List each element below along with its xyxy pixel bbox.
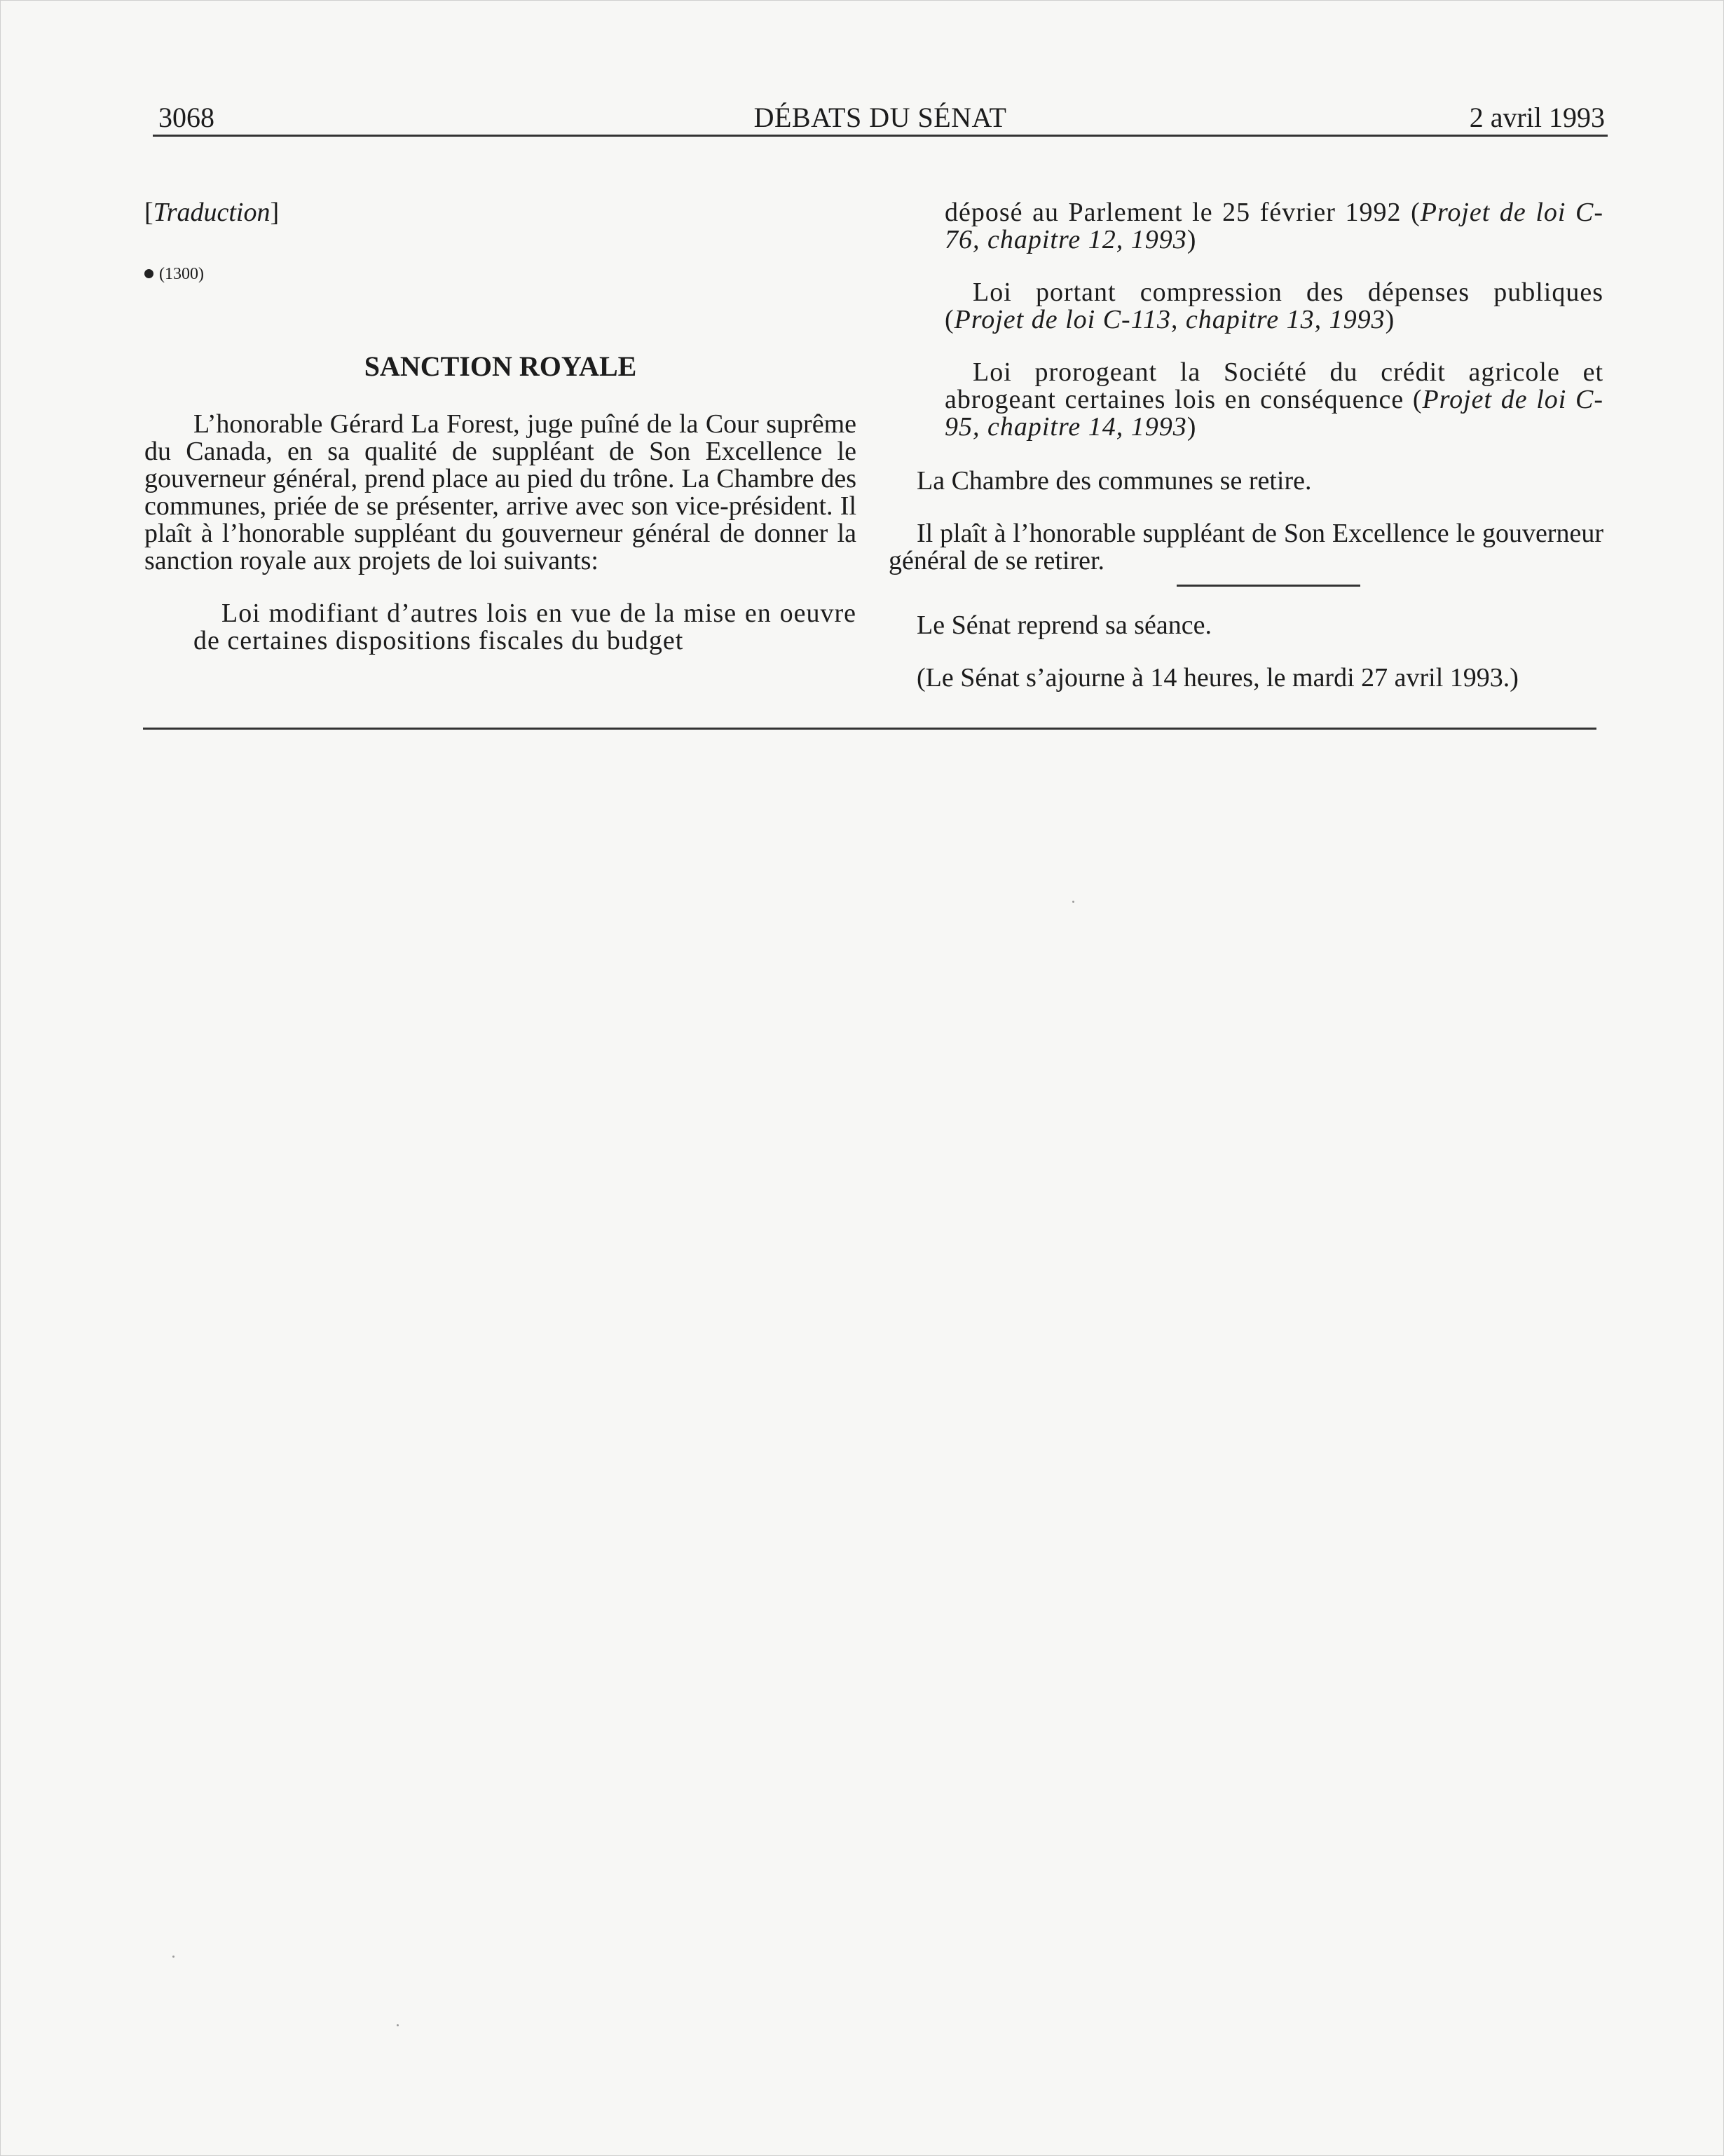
bill-item-1: Loi modifiant d’autres lois en vue de la mise en oeuvre de certaines dispositions fiscales du budget (193, 599, 856, 655)
commons-withdraw: La Chambre des communes se retire. (917, 466, 1312, 496)
bill-item-1-continued: déposé au Parlement le 25 février 1992 (Projet de loi C-76, chapitre 12, 1993) (945, 198, 1603, 254)
bill-reference: Projet de loi C-113, chapitre 13, 1993 (954, 305, 1386, 334)
bill-item-3: Loi prorogeant la Société du crédit agricole et abrogeant certaines lois en conséquence (Projet de loi C-95, chapitre 14, 1993) (945, 357, 1603, 442)
scan-speck (397, 2024, 399, 2026)
page-number: 3068 (158, 102, 214, 133)
adjournment: (Le Sénat s’ajourne à 14 heures, le mardi 27 avril 1993.) (917, 663, 1519, 692)
separator-rule (1177, 585, 1360, 587)
page-date: 2 avril 1993 (1469, 102, 1605, 133)
publication-title: DÉBATS DU SÉNAT (753, 102, 1007, 133)
page-header (153, 97, 1608, 137)
bill-reference: Projet de loi C-95, chapitre 14, 1993 (945, 385, 1603, 442)
timestamp: (1300) (144, 262, 856, 286)
bottom-rule (143, 728, 1596, 730)
bill-reference: Projet de loi C-76, chapitre 12, 1993 (945, 198, 1603, 254)
bill-item-2: Loi portant compression des dépenses publiques (Projet de loi C-113, chapitre 13, 1993) (945, 278, 1603, 334)
deputy-withdraw: Il plaît à l’honorable suppléant de Son Excellence le gouverneur général de se retirer. (889, 519, 1603, 575)
right-column (889, 199, 1603, 692)
senate-resumes: Le Sénat reprend sa séance. (917, 610, 1212, 640)
bullet-icon (144, 269, 153, 278)
translation-note: [Traduction] (144, 198, 280, 227)
royal-assent-paragraph: L’honorable Gérard La Forest, juge puîné de la Cour suprême du Canada, en sa qualité de suppléant de Son Excellence le gouverneur général, prend place au pied du trône. La Chambre des communes, priée de se présenter, arrive avec son vice-président. Il plaît à l’honorable suppléant du gouverneur général de donner la sanction royale aux projets de loi suivants: (144, 409, 856, 575)
left-column (144, 199, 856, 655)
scan-speck (172, 1956, 175, 1958)
scan-speck (1072, 901, 1074, 903)
section-title: SANCTION ROYALE (364, 350, 637, 382)
